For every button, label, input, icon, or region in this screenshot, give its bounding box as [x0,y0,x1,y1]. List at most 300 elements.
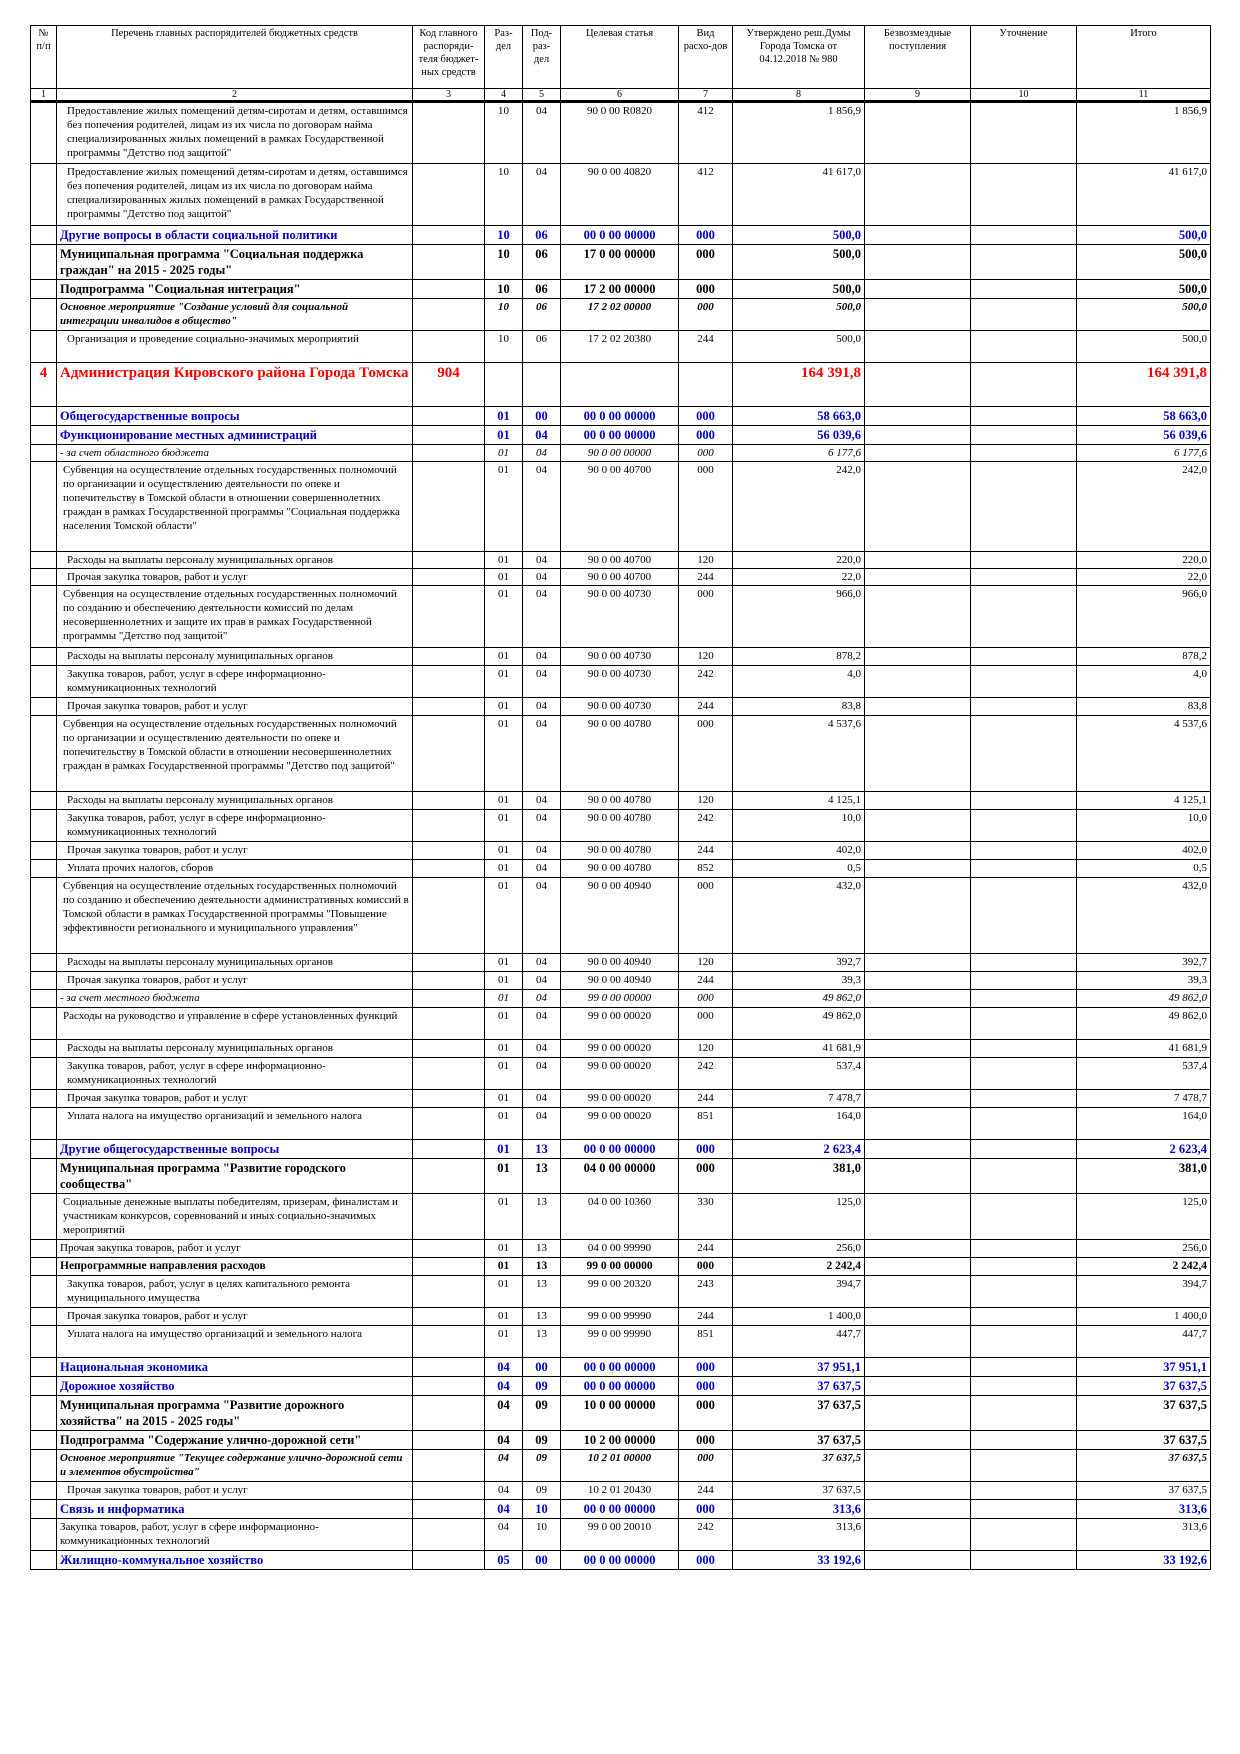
row-statya-cell: 17 2 02 00000 [561,299,679,331]
row-approved-cell: 966,0 [733,586,865,648]
row-total-cell: 0,5 [1077,860,1211,878]
row-gratuitous-cell [865,363,971,407]
row-razdel-cell: 10 [485,245,523,280]
row-podrazdel-cell: 04 [523,445,561,462]
row-total-cell: 33 192,6 [1077,1551,1211,1570]
row-refinement-cell [971,1396,1077,1431]
row-podrazdel-cell: 13 [523,1240,561,1258]
row-razdel-cell: 01 [485,716,523,792]
row-number-cell [31,1194,57,1240]
row-total-cell: 164,0 [1077,1108,1211,1140]
row-total-cell: 966,0 [1077,586,1211,648]
row-refinement-cell [971,648,1077,666]
row-name-cell: Связь и информатика [57,1500,413,1519]
row-statya-cell: 00 0 00 00000 [561,426,679,445]
row-statya-cell: 10 0 00 00000 [561,1396,679,1431]
row-podrazdel-cell: 09 [523,1396,561,1431]
row-total-cell: 1 856,9 [1077,102,1211,164]
row-number-cell [31,569,57,586]
row-refinement-cell [971,792,1077,810]
row-gratuitous-cell [865,1396,971,1431]
table-row [31,810,1211,842]
row-razdel-cell: 01 [485,445,523,462]
row-refinement-cell [971,1450,1077,1482]
row-code-cell [413,648,485,666]
row-code-cell [413,990,485,1008]
row-number-cell [31,698,57,716]
row-number-cell [31,102,57,164]
table-row [31,1519,1211,1551]
row-total-cell: 500,0 [1077,331,1211,363]
row-vid-cell: 244 [679,698,733,716]
row-razdel-cell: 01 [485,1090,523,1108]
row-total-cell: 4 537,6 [1077,716,1211,792]
row-total-cell: 537,4 [1077,1058,1211,1090]
row-approved-cell: 500,0 [733,299,865,331]
row-number-cell [31,648,57,666]
row-vid-cell: 000 [679,1500,733,1519]
table-row [31,666,1211,698]
row-name-cell: Закупка товаров, работ, услуг в целях капитального ремонта муниципального имущества [57,1276,413,1308]
row-razdel-cell: 01 [485,552,523,569]
row-vid-cell: 000 [679,226,733,245]
row-statya-cell: 90 0 00 40730 [561,666,679,698]
table-row [31,1308,1211,1326]
column-number: 8 [733,89,865,102]
row-approved-cell: 447,7 [733,1326,865,1358]
row-name-cell: Функционирование местных администраций [57,426,413,445]
row-vid-cell: 244 [679,331,733,363]
table-row [31,878,1211,954]
row-total-cell: 164 391,8 [1077,363,1211,407]
row-statya-cell: 00 0 00 00000 [561,1500,679,1519]
table-row [31,972,1211,990]
row-razdel-cell: 05 [485,1551,523,1570]
row-razdel-cell: 04 [485,1377,523,1396]
row-statya-cell: 90 0 00 40700 [561,552,679,569]
row-refinement-cell [971,990,1077,1008]
row-razdel-cell [485,363,523,407]
row-vid-cell: 244 [679,1308,733,1326]
row-number-cell [31,164,57,226]
row-podrazdel-cell: 13 [523,1258,561,1276]
row-number-cell [31,954,57,972]
row-gratuitous-cell [865,990,971,1008]
row-razdel-cell: 01 [485,842,523,860]
row-name-cell: Прочая закупка товаров, работ и услуг [57,1090,413,1108]
row-code-cell [413,445,485,462]
row-podrazdel-cell: 13 [523,1276,561,1308]
row-podrazdel-cell: 04 [523,1040,561,1058]
row-podrazdel-cell: 09 [523,1377,561,1396]
row-approved-cell: 500,0 [733,331,865,363]
row-name-cell: Муниципальная программа "Развитие городского сообщества" [57,1159,413,1194]
column-number: 10 [971,89,1077,102]
row-statya-cell: 99 0 00 20010 [561,1519,679,1551]
row-gratuitous-cell [865,972,971,990]
row-gratuitous-cell [865,716,971,792]
row-vid-cell: 120 [679,648,733,666]
row-razdel-cell: 01 [485,954,523,972]
row-code-cell [413,1519,485,1551]
row-refinement-cell [971,698,1077,716]
row-approved-cell: 164 391,8 [733,363,865,407]
row-podrazdel-cell: 13 [523,1140,561,1159]
row-code-cell [413,102,485,164]
row-statya-cell: 17 2 02 20380 [561,331,679,363]
row-razdel-cell: 01 [485,1159,523,1194]
row-number-cell [31,331,57,363]
row-gratuitous-cell [865,1431,971,1450]
row-code-cell [413,1108,485,1140]
row-podrazdel-cell: 04 [523,1090,561,1108]
row-vid-cell: 000 [679,1358,733,1377]
row-vid-cell [679,363,733,407]
row-number-cell [31,792,57,810]
row-code-cell [413,280,485,299]
row-code-cell [413,407,485,426]
row-podrazdel-cell: 04 [523,666,561,698]
row-refinement-cell [971,226,1077,245]
row-total-cell: 4,0 [1077,666,1211,698]
row-number-cell [31,1240,57,1258]
row-vid-cell: 244 [679,1090,733,1108]
row-name-cell: Предоставление жилых помещений детям-сиротам и детям, оставшимся без попечения родителей, лицам из их числа по договорам найма специализированных жилых помещений в рамках Государственной программы "Детство под защитой" [57,102,413,164]
row-statya-cell: 99 0 00 00000 [561,1258,679,1276]
column-number: 1 [31,89,57,102]
row-number-cell [31,990,57,1008]
row-razdel-cell: 01 [485,698,523,716]
row-razdel-cell: 01 [485,860,523,878]
row-vid-cell: 244 [679,972,733,990]
row-total-cell: 56 039,6 [1077,426,1211,445]
row-gratuitous-cell [865,1377,971,1396]
row-statya-cell: 90 0 00 40940 [561,878,679,954]
row-refinement-cell [971,445,1077,462]
row-refinement-cell [971,716,1077,792]
row-vid-cell: 412 [679,164,733,226]
row-razdel-cell: 10 [485,299,523,331]
row-approved-cell: 37 637,5 [733,1396,865,1431]
row-approved-cell: 0,5 [733,860,865,878]
row-number-cell [31,1159,57,1194]
table-row [31,792,1211,810]
row-code-cell [413,1159,485,1194]
row-vid-cell: 120 [679,792,733,810]
row-name-cell: Основное мероприятие "Текущее содержание улично-дорожной сети и элементов обустройства" [57,1450,413,1482]
row-total-cell: 37 637,5 [1077,1377,1211,1396]
row-approved-cell: 164,0 [733,1108,865,1140]
row-number-cell [31,1431,57,1450]
row-refinement-cell [971,1159,1077,1194]
row-total-cell: 256,0 [1077,1240,1211,1258]
table-row [31,586,1211,648]
row-razdel-cell: 01 [485,1058,523,1090]
row-total-cell: 220,0 [1077,552,1211,569]
row-podrazdel-cell: 04 [523,648,561,666]
row-approved-cell: 1 856,9 [733,102,865,164]
row-total-cell: 500,0 [1077,299,1211,331]
row-podrazdel-cell: 09 [523,1431,561,1450]
row-total-cell: 394,7 [1077,1276,1211,1308]
row-name-cell: - за счет областного бюджета [57,445,413,462]
row-podrazdel-cell: 04 [523,1058,561,1090]
table-row [31,1090,1211,1108]
column-number: 5 [523,89,561,102]
row-number-cell [31,1358,57,1377]
row-code-cell [413,1377,485,1396]
row-total-cell: 402,0 [1077,842,1211,860]
header-cell-total: Итого [1077,26,1211,89]
table-row [31,1194,1211,1240]
row-approved-cell: 41 681,9 [733,1040,865,1058]
row-podrazdel-cell: 13 [523,1194,561,1240]
table-row [31,860,1211,878]
row-total-cell: 49 862,0 [1077,1008,1211,1040]
row-total-cell: 58 663,0 [1077,407,1211,426]
table-row [31,552,1211,569]
row-name-cell: Субвенция на осуществление отдельных государственных полномочий по организации и осуществлению деятельности по опеке и попечительству в Томской области в отношении совершеннолетних граждан в рамках Государственной программы "Социальная поддержка населения Томской области" [57,462,413,552]
row-vid-cell: 000 [679,1551,733,1570]
row-statya-cell: 99 0 00 20320 [561,1276,679,1308]
row-code-cell [413,1140,485,1159]
row-total-cell: 6 177,6 [1077,445,1211,462]
row-total-cell: 381,0 [1077,1159,1211,1194]
row-name-cell: Расходы на выплаты персоналу муниципальных органов [57,954,413,972]
table-row [31,1450,1211,1482]
row-refinement-cell [971,102,1077,164]
row-razdel-cell: 10 [485,164,523,226]
row-podrazdel-cell: 06 [523,226,561,245]
row-statya-cell: 90 0 00 40940 [561,954,679,972]
row-total-cell: 37 951,1 [1077,1358,1211,1377]
row-statya-cell: 99 0 00 00020 [561,1058,679,1090]
row-refinement-cell [971,954,1077,972]
row-statya-cell: 00 0 00 00000 [561,407,679,426]
row-statya-cell: 90 0 00 40700 [561,462,679,552]
row-approved-cell: 381,0 [733,1159,865,1194]
table-row [31,426,1211,445]
row-gratuitous-cell [865,666,971,698]
row-code-cell [413,1551,485,1570]
row-refinement-cell [971,407,1077,426]
row-approved-cell: 56 039,6 [733,426,865,445]
row-refinement-cell [971,1308,1077,1326]
row-gratuitous-cell [865,552,971,569]
row-total-cell: 2 242,4 [1077,1258,1211,1276]
row-vid-cell: 244 [679,1240,733,1258]
row-total-cell: 2 623,4 [1077,1140,1211,1159]
row-number-cell [31,1450,57,1482]
row-razdel-cell: 01 [485,1258,523,1276]
row-refinement-cell [971,1276,1077,1308]
row-razdel-cell: 04 [485,1500,523,1519]
column-number: 11 [1077,89,1211,102]
table-row [31,990,1211,1008]
row-vid-cell: 000 [679,586,733,648]
row-code-cell [413,972,485,990]
row-number-cell [31,245,57,280]
row-statya-cell: 10 2 00 00000 [561,1431,679,1450]
row-number-cell [31,426,57,445]
row-code-cell: 904 [413,363,485,407]
row-razdel-cell: 01 [485,407,523,426]
row-total-cell: 313,6 [1077,1519,1211,1551]
row-refinement-cell [971,552,1077,569]
row-gratuitous-cell [865,648,971,666]
row-code-cell [413,1058,485,1090]
row-podrazdel-cell: 04 [523,426,561,445]
row-approved-cell: 10,0 [733,810,865,842]
row-podrazdel-cell: 04 [523,792,561,810]
table-row [31,164,1211,226]
row-number-cell [31,1500,57,1519]
row-vid-cell: 330 [679,1194,733,1240]
row-number-cell [31,1551,57,1570]
row-statya-cell: 04 0 00 10360 [561,1194,679,1240]
row-name-cell: Прочая закупка товаров, работ и услуг [57,1240,413,1258]
table-row [31,1159,1211,1194]
row-statya-cell: 17 2 00 00000 [561,280,679,299]
row-refinement-cell [971,245,1077,280]
row-statya-cell: 10 2 01 20430 [561,1482,679,1500]
row-total-cell: 7 478,7 [1077,1090,1211,1108]
row-code-cell [413,1308,485,1326]
row-statya-cell: 99 0 00 99990 [561,1308,679,1326]
row-gratuitous-cell [865,1308,971,1326]
row-razdel-cell: 10 [485,331,523,363]
table-row [31,280,1211,299]
table-row [31,363,1211,407]
row-refinement-cell [971,462,1077,552]
row-code-cell [413,1258,485,1276]
row-vid-cell: 000 [679,1450,733,1482]
row-podrazdel-cell: 06 [523,245,561,280]
row-approved-cell: 220,0 [733,552,865,569]
row-refinement-cell [971,860,1077,878]
row-statya-cell: 04 0 00 99990 [561,1240,679,1258]
row-vid-cell: 242 [679,666,733,698]
row-gratuitous-cell [865,698,971,716]
row-gratuitous-cell [865,569,971,586]
row-podrazdel-cell: 10 [523,1500,561,1519]
header-cell-podrazdel: Под-раз-дел [523,26,561,89]
row-code-cell [413,226,485,245]
row-gratuitous-cell [865,1159,971,1194]
row-refinement-cell [971,1008,1077,1040]
row-statya-cell: 90 0 00 40780 [561,716,679,792]
row-podrazdel-cell: 09 [523,1482,561,1500]
row-razdel-cell: 01 [485,1108,523,1140]
row-number-cell [31,810,57,842]
row-name-cell: Прочая закупка товаров, работ и услуг [57,698,413,716]
table-row [31,1358,1211,1377]
row-gratuitous-cell [865,842,971,860]
row-razdel-cell: 10 [485,280,523,299]
row-number-cell [31,972,57,990]
row-approved-cell: 500,0 [733,226,865,245]
table-row [31,1258,1211,1276]
row-refinement-cell [971,1500,1077,1519]
row-razdel-cell: 01 [485,1008,523,1040]
row-name-cell: Общегосударственные вопросы [57,407,413,426]
row-code-cell [413,1450,485,1482]
budget-table [30,25,1211,1570]
row-code-cell [413,569,485,586]
column-number: 4 [485,89,523,102]
row-number-cell [31,1090,57,1108]
row-number-cell [31,716,57,792]
row-total-cell: 500,0 [1077,226,1211,245]
row-approved-cell: 1 400,0 [733,1308,865,1326]
row-statya-cell: 90 0 00 40730 [561,698,679,716]
table-body [31,102,1211,1570]
row-vid-cell: 000 [679,445,733,462]
row-statya-cell: 99 0 00 00020 [561,1008,679,1040]
row-approved-cell: 256,0 [733,1240,865,1258]
row-refinement-cell [971,810,1077,842]
row-vid-cell: 412 [679,102,733,164]
row-refinement-cell [971,586,1077,648]
row-vid-cell: 244 [679,1482,733,1500]
row-vid-cell: 244 [679,569,733,586]
row-gratuitous-cell [865,245,971,280]
row-razdel-cell: 04 [485,1482,523,1500]
row-code-cell [413,1008,485,1040]
row-vid-cell: 000 [679,280,733,299]
header-cell-num: № п/п [31,26,57,89]
table-row [31,1396,1211,1431]
table-row [31,954,1211,972]
row-gratuitous-cell [865,1090,971,1108]
row-vid-cell: 000 [679,1140,733,1159]
row-refinement-cell [971,1090,1077,1108]
row-name-cell: Администрация Кировского района Города Томска [57,363,413,407]
row-statya-cell: 90 0 00 40780 [561,842,679,860]
row-refinement-cell [971,1240,1077,1258]
row-podrazdel-cell: 04 [523,569,561,586]
row-approved-cell: 49 862,0 [733,1008,865,1040]
row-number-cell [31,1040,57,1058]
row-number-cell [31,1396,57,1431]
table-row [31,1108,1211,1140]
row-name-cell: Субвенция на осуществление отдельных государственных полномочий по созданию и обеспечению деятельности административных комиссий в Томской области в рамках Государственной программы "Повышение эффективности регионального и муниципального управления" [57,878,413,954]
row-razdel-cell: 01 [485,1276,523,1308]
row-podrazdel-cell: 00 [523,1358,561,1377]
row-vid-cell: 851 [679,1326,733,1358]
row-code-cell [413,1431,485,1450]
row-total-cell: 4 125,1 [1077,792,1211,810]
row-total-cell: 447,7 [1077,1326,1211,1358]
column-number: 2 [57,89,413,102]
row-podrazdel-cell: 06 [523,280,561,299]
row-name-cell: Жилищно-коммунальное хозяйство [57,1551,413,1570]
row-vid-cell: 000 [679,878,733,954]
row-name-cell: Закупка товаров, работ, услуг в сфере информационно-коммуникационных технологий [57,1519,413,1551]
column-number: 9 [865,89,971,102]
row-approved-cell: 4 537,6 [733,716,865,792]
row-podrazdel-cell: 13 [523,1326,561,1358]
row-name-cell: Основное мероприятие "Создание условий для социальной интеграции инвалидов в общество" [57,299,413,331]
row-number-cell [31,462,57,552]
row-number-cell [31,1326,57,1358]
row-gratuitous-cell [865,102,971,164]
row-podrazdel-cell: 06 [523,299,561,331]
table-row [31,1431,1211,1450]
row-statya-cell: 90 0 00 40730 [561,648,679,666]
column-number-row [31,89,1211,102]
row-gratuitous-cell [865,586,971,648]
